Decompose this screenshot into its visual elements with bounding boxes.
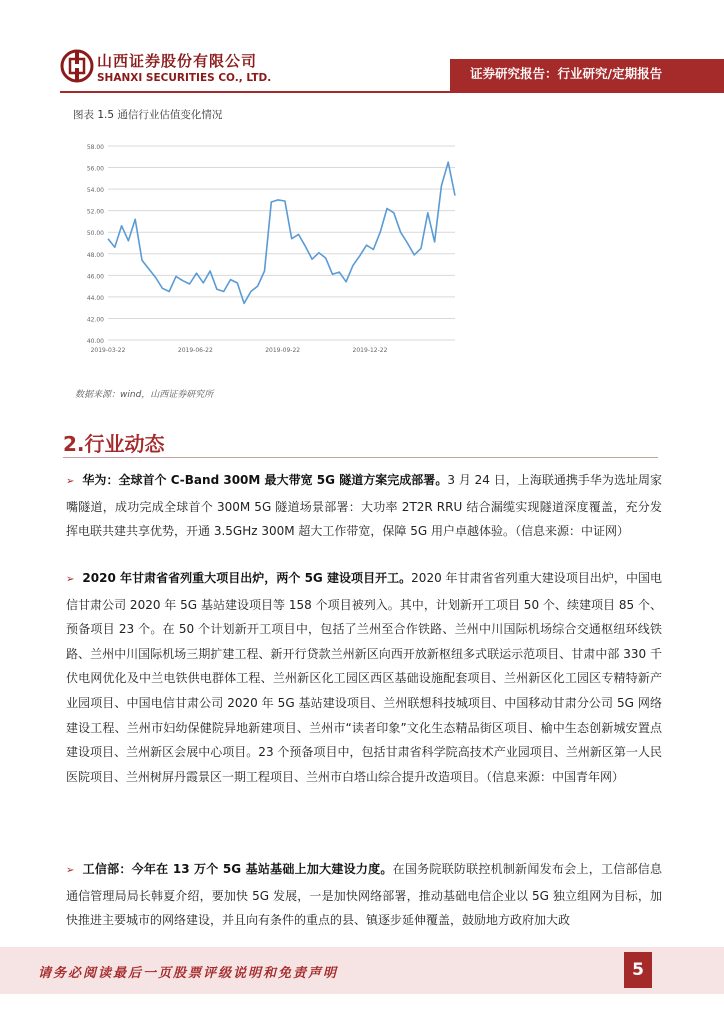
y-tick-label: 58.00: [86, 144, 104, 151]
y-tick-label: 40.00: [86, 338, 104, 345]
company-name-en: SHANXI SECURITIES CO., LTD.: [97, 72, 272, 84]
page-number: 5: [624, 952, 652, 988]
x-tick-label: 2019-12-22: [352, 347, 388, 354]
x-tick-label: 2019-03-22: [90, 347, 126, 354]
company-name-cn: 山西证券股份有限公司: [97, 52, 258, 70]
news-lead: 2020 年甘肃省省列重大项目出炉，两个 5G 建设项目开工。: [82, 571, 412, 585]
x-tick-label: 2019-06-22: [177, 347, 213, 354]
report-type: 证券研究报告：行业研究/定期报告: [470, 66, 663, 81]
bullet-icon: ➢: [66, 865, 75, 876]
y-tick-label: 50.00: [86, 230, 104, 238]
news-item-huawei: [66, 468, 662, 544]
bullet-icon: ➢: [66, 476, 75, 487]
section-divider: [63, 457, 658, 458]
news-lead: 工信部：今年在 13 万个 5G 基站基础上加大建设力度。: [82, 862, 393, 876]
y-tick-label: 44.00: [86, 294, 104, 302]
news-body: 2020 年甘肃省省列重大建设项目出炉，中国电信甘肃公司 2020 年 5G 基站建设项目等 158 个项目被列入。其中，计划新开工项目 50 个、续建项目 85 个、预备项目 23 个。在 50 个计划新开工项目中，包括了兰州至合作铁路、兰州中川国际机场综合交通枢纽环线铁路、兰州中川国际机场三期扩建工程、新开行贷款兰州新区向西开放新枢纽多式联运示范项目、甘肃中部 330 千伏电网优化及中兰电铁供电群体工程、兰州新区化工园区西区基础设施配套项目、兰州新区化工园区专精特新产业园项目、中国电信甘肃公司 2020 年 5G 基站建设项目、兰州联想科技城项目、中国移动甘肃分公司 5G 网络建设工程、兰州市妇幼保健院异地新建项目、兰州市“读者印象”文化生态精品街区项目、榆中生态创新城安置点建设项目、兰州新区会展中心项目。23 个预备项目中，包括甘肃省科学院高技术产业园项目、兰州新区第一人民医院项目、兰州树屏丹霞景区一期工程项目、兰州市白塔山综合提升改造项目。（信息来源：中国青年网）: [66, 571, 662, 784]
y-tick-label: 56.00: [86, 165, 104, 173]
y-tick-label: 42.00: [86, 316, 104, 324]
y-tick-label: 54.00: [86, 187, 104, 195]
y-tick-label: 52.00: [86, 208, 104, 216]
bullet-icon: ➢: [66, 574, 75, 585]
series-line: [108, 162, 455, 303]
valuation-line-chart: [75, 128, 465, 360]
header-divider: [60, 91, 724, 93]
figure-title: 图表 1.5 通信行业估值变化情况: [73, 109, 223, 121]
news-lead: 华为：全球首个 C-Band 300M 最大带宽 5G 隧道方案完成部署。: [82, 473, 448, 487]
figure-source: 数据来源：wind，山西证券研究所: [75, 390, 214, 400]
news-item-miit: [66, 857, 662, 933]
x-tick-label: 2019-09-22: [265, 347, 301, 354]
y-tick-label: 48.00: [86, 251, 104, 259]
news-body: 在国务院联防联控机制新闻发布会上，工信部信息通信管理局局长韩夏介绍，要加快 5G 发展，一是加快网络部署，推动基础电信企业以 5G 独立组网为目标，加快推进主要城市的网络建设，并且向有条件的重点的县、镇逐步延伸覆盖，鼓励地方政府加大政: [66, 862, 662, 928]
footer-disclaimer: 请务必阅读最后一页股票评级说明和免责声明: [38, 966, 339, 981]
company-logo-icon: [60, 46, 94, 86]
section-title: 2.行业动态: [63, 432, 165, 456]
news-item-gansu: [66, 566, 662, 789]
news-body: 3 月 24 日，上海联通携手华为选址周家嘴隧道，成功完成全球首个 300M 5G 隧道场景部署：大功率 2T2R RRU 结合漏缆实现隧道深度覆盖，充分发挥电联共建共享优势，开通 3.5GHz 300M 超大工作带宽，保障 5G 用户卓越体验。（信息来源：中证网）: [66, 473, 662, 539]
y-tick-label: 46.00: [86, 273, 104, 281]
